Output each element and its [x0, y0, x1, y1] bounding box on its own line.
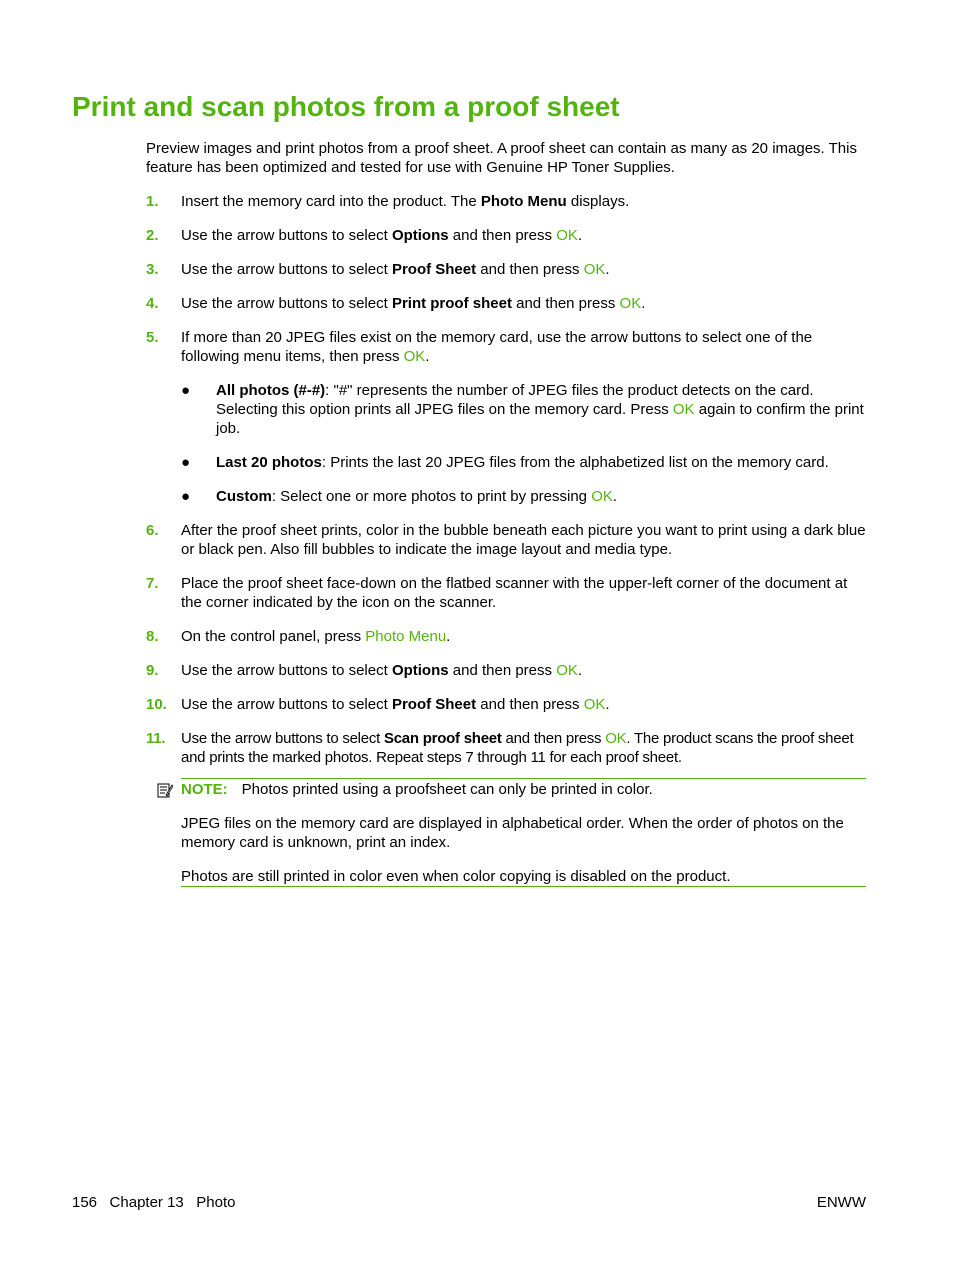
- step-text: Use the arrow buttons to select: [181, 227, 392, 244]
- ok-button-term: OK: [556, 662, 578, 679]
- step-5: [146, 328, 870, 506]
- step-text: Use the arrow buttons to select: [181, 261, 392, 278]
- step-text: Use the arrow buttons to select: [181, 696, 392, 713]
- note-text: Photos printed using a proofsheet can only be printed in color.: [241, 781, 653, 798]
- ok-button-term: OK: [556, 227, 578, 244]
- step-text: .: [641, 295, 646, 312]
- menu-items-list: [181, 381, 870, 506]
- page-title: Print and scan photos from a proof sheet: [72, 91, 620, 122]
- menu-term: Custom: [216, 488, 272, 505]
- section-label: Photo: [196, 1194, 236, 1211]
- step-text: and then press: [448, 227, 557, 244]
- menu-term: Proof Sheet: [391, 261, 477, 278]
- note-label: NOTE:: [181, 781, 228, 798]
- menu-term: Photo Menu: [480, 193, 567, 210]
- step-text: .: [425, 348, 430, 365]
- step-number: 11.: [146, 730, 166, 747]
- step-number: 6.: [146, 522, 159, 539]
- ok-button-term: OK: [583, 261, 606, 278]
- menu-term: Proof Sheet: [391, 696, 477, 713]
- page-number: 156: [72, 1194, 98, 1211]
- menu-term: Last 20 photos: [216, 454, 322, 471]
- step-text: .: [577, 662, 583, 679]
- step-number: 8.: [146, 628, 159, 645]
- step-text: .: [446, 628, 451, 645]
- page-footer-left: [72, 1193, 235, 1212]
- step-text: After the proof sheet prints, color in the bubble beneath each picture you want to print using a dark blue or black pen. Also fill bubbles to indicate the image layout and media type.: [181, 522, 866, 558]
- bullet-text: : Select one or more photos to print by pressing: [271, 488, 592, 505]
- note-block: [181, 778, 866, 887]
- step-9: [146, 661, 870, 680]
- ok-button-term: OK: [583, 696, 606, 713]
- intro-paragraph: Preview images and print photos from a proof sheet. A proof sheet can contain as many as 20 images. This feature has been optimized and tested for use with Genuine HP Toner Supplies.: [146, 140, 857, 176]
- menu-term: Scan proof sheet: [383, 730, 502, 747]
- page-footer-right: ENWW: [816, 1194, 866, 1211]
- photo-menu-button-term: Photo Menu: [365, 628, 447, 645]
- step-text: If more than 20 JPEG files exist on the memory card, use the arrow buttons to select one of the following menu items, then press: [181, 329, 813, 365]
- menu-term: Print proof sheet: [391, 295, 512, 312]
- step-text: and then press: [501, 730, 606, 747]
- ok-button-term: OK: [591, 488, 613, 505]
- step-text: Use the arrow buttons to select: [181, 662, 392, 679]
- ok-button-term: OK: [605, 730, 627, 747]
- step-text: and then press: [476, 261, 584, 278]
- bullet-text: .: [612, 488, 618, 505]
- step-1: [146, 192, 870, 211]
- step-number: 7.: [146, 575, 159, 592]
- step-text: . The product scans the proof sheet and prints the marked photos. Repeat steps 7 through 11 for each proof sheet.: [181, 730, 854, 766]
- step-text: and then press: [511, 295, 620, 312]
- note-header: [181, 780, 866, 799]
- step-8: [146, 627, 870, 646]
- step-number: 3.: [146, 261, 159, 278]
- steps-list: [146, 192, 870, 782]
- bullet-glyph: ●: [181, 454, 191, 471]
- step-7: [146, 574, 870, 612]
- note-paragraph: JPEG files on the memory card are displayed in alphabetical order. When the order of photos on the memory card is unknown, print an index.: [181, 815, 844, 851]
- step-text: Place the proof sheet face-down on the flatbed scanner with the upper-left corner of the document at the corner indicated by the icon on the scanner.: [181, 575, 848, 611]
- menu-term: All photos (#-#): [216, 382, 326, 399]
- step-text: and then press: [448, 662, 557, 679]
- step-text: On the control panel, press: [181, 628, 366, 645]
- step-text: .: [605, 261, 610, 278]
- list-item: [181, 381, 870, 438]
- step-6: [146, 521, 870, 559]
- list-item: [181, 453, 870, 472]
- bullet-text: again to confirm the print job.: [216, 401, 864, 437]
- step-2: [146, 226, 870, 245]
- note-paragraph: Photos are still printed in color even when color copying is disabled on the product.: [181, 868, 731, 885]
- ok-button-term: OK: [403, 348, 426, 365]
- step-text: .: [605, 696, 610, 713]
- step-number: 4.: [146, 295, 159, 312]
- list-item: [181, 487, 870, 506]
- chapter-label: Chapter 13: [109, 1194, 184, 1211]
- step-number: 9.: [146, 662, 159, 679]
- step-number: 1.: [146, 193, 159, 210]
- step-number: 10.: [146, 696, 167, 713]
- step-text: and then press: [476, 696, 584, 713]
- note-pad-icon: [157, 782, 173, 798]
- bullet-glyph: ●: [181, 488, 191, 505]
- step-text: Use the arrow buttons to select: [181, 730, 384, 747]
- step-3: [146, 260, 870, 279]
- ok-button-term: OK: [672, 401, 695, 418]
- menu-term: Options: [391, 227, 449, 244]
- step-text: Use the arrow buttons to select: [181, 295, 392, 312]
- step-text: Insert the memory card into the product. The: [181, 193, 481, 210]
- menu-term: Options: [391, 662, 449, 679]
- step-11: [146, 729, 870, 767]
- step-10: [146, 695, 870, 714]
- step-text: .: [577, 227, 583, 244]
- step-number: 5.: [146, 329, 159, 346]
- bullet-text: : "#" represents the number of JPEG files the product detects on the card. Selecting this option prints all JPEG files on the memory card. Press: [216, 382, 814, 418]
- bullet-glyph: ●: [181, 382, 191, 399]
- step-4: [146, 294, 870, 313]
- step-number: 2.: [146, 227, 159, 244]
- ok-button-term: OK: [619, 295, 642, 312]
- bullet-text: : Prints the last 20 JPEG files from the alphabetized list on the memory card.: [321, 454, 829, 471]
- step-text: displays.: [566, 193, 630, 210]
